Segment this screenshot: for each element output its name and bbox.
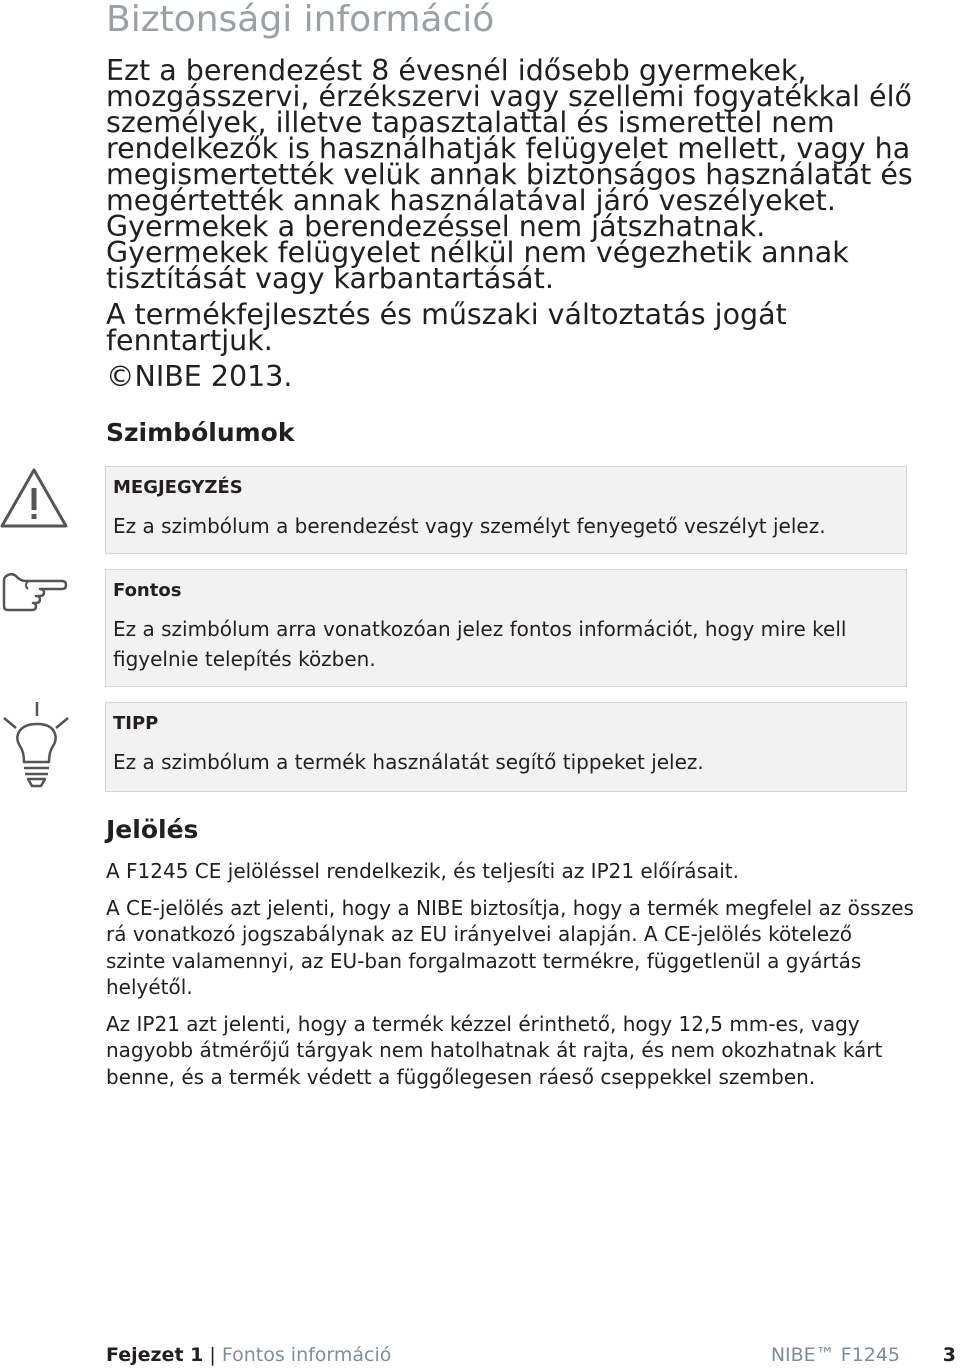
footer-separator: | bbox=[209, 1344, 216, 1366]
light-bulb-icon bbox=[0, 700, 70, 790]
product-name: NIBE™ F1245 bbox=[770, 1344, 900, 1366]
tip-text: Ez a szimbólum a termék használatát segítő tippeket jelez. bbox=[113, 750, 704, 774]
ip21-meaning-paragraph: Az IP21 azt jelenti, hogy a termék kézzel érinthető, hogy 12,5 mm-es, vagy nagyobb átmérőjű tárgyak nem hatolhatnak át rajta, és nem okozhatnak kárt benne, és a termék védett a függőlegesen ráeső cseppekkel szemben. bbox=[106, 1011, 883, 1089]
note-box bbox=[105, 466, 907, 554]
page-title: Biztonsági információ bbox=[106, 0, 495, 40]
intro-section bbox=[106, 54, 918, 393]
note-label: MEGJEGYZÉS bbox=[113, 477, 243, 498]
pointing-hand-icon bbox=[0, 570, 70, 614]
chapter-title: Fontos információ bbox=[221, 1344, 392, 1366]
important-text: Ez a szimbólum arra vonatkozóan jelez fontos információt, hogy mire kell figyelnie telepítés közben. bbox=[113, 617, 847, 671]
tip-box bbox=[105, 702, 907, 792]
note-text: Ez a szimbólum a berendezést vagy személyt fenyegető veszélyt jelez. bbox=[113, 514, 826, 538]
important-label: Fontos bbox=[113, 580, 182, 601]
marking-section bbox=[106, 858, 916, 1090]
page-footer bbox=[106, 1343, 958, 1367]
rights-reserved-paragraph: A termékfejlesztés és műszaki változtatás jogát fenntartjuk. bbox=[106, 298, 787, 357]
marking-heading: Jelölés bbox=[106, 815, 199, 844]
warning-triangle-icon bbox=[0, 466, 70, 530]
ce-ip21-paragraph: A F1245 CE jelöléssel rendelkezik, és teljesíti az IP21 előírásait. bbox=[106, 859, 739, 883]
ce-meaning-paragraph: A CE-jelölés azt jelenti, hogy a NIBE biztosítja, hogy a termék megfelel az összes rá vonatkozó jogszabálynak az EU irányelvei alapján. A CE-jelölés kötelező szinte valamennyi, az EU-ban forgalmazott termékre, függetlenül a gyártás helyétől. bbox=[106, 895, 914, 999]
intro-paragraph: Ezt a berendezést 8 évesnél idősebb gyermekek, mozgásszervi, érzékszervi vagy szellemi fogyatékkal élő személyek, illetve tapasztalattal és ismerettel nem rendelkezők is használhatják felügyelet mellett, vagy ha megismertették velük annak biztonságos használatát és megértették annak használatával járó veszélyeket. Gyermekek a berendezéssel nem játszhatnak. Gyermekek felügyelet nélkül nem végezhetik annak tisztítását vagy karbantartását. bbox=[106, 54, 913, 295]
important-box bbox=[105, 569, 907, 687]
tip-label: TIPP bbox=[113, 713, 159, 734]
copyright-notice: ©NIBE 2013. bbox=[106, 360, 293, 393]
page-number: 3 bbox=[942, 1344, 956, 1366]
chapter-label: Fejezet 1 bbox=[106, 1344, 204, 1366]
footer-chapter bbox=[106, 1343, 391, 1367]
symbols-heading: Szimbólumok bbox=[106, 418, 295, 447]
